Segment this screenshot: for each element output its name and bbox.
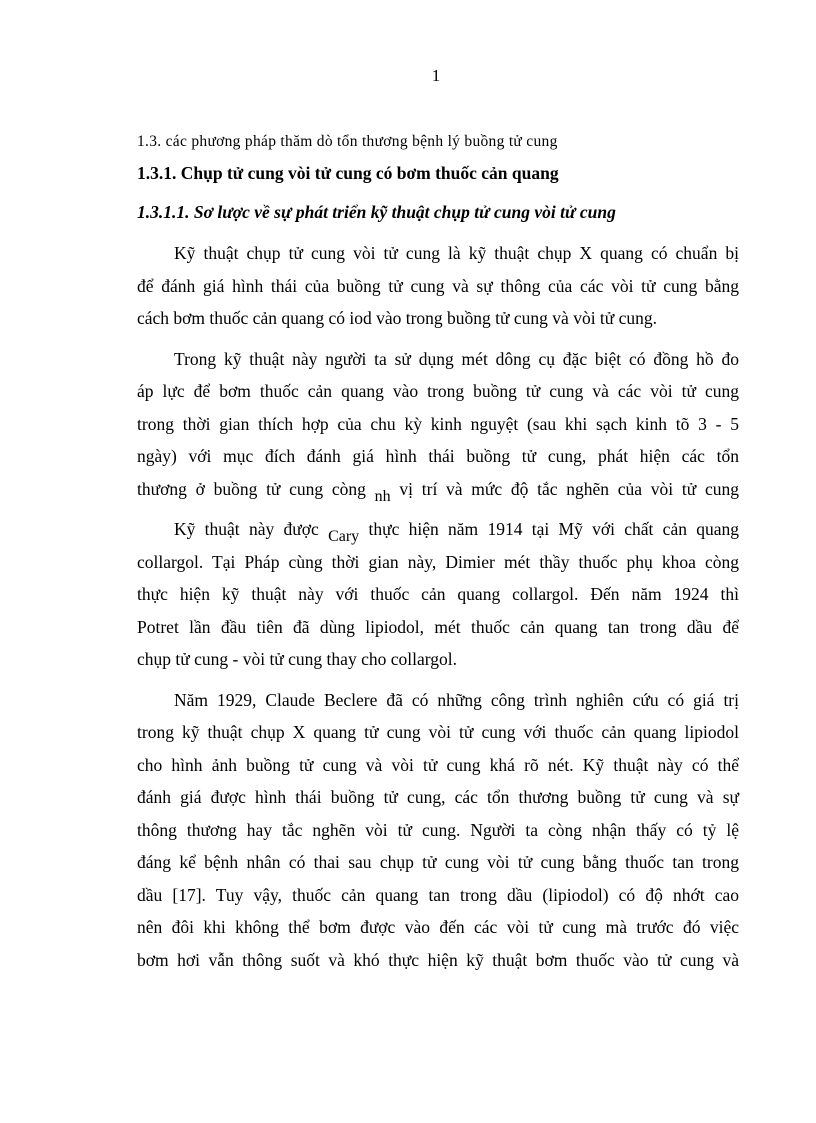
- paragraph-line: cách bơm thuốc cản quang có iod vào trong buồng tử cung và vòi tử cung.: [137, 308, 658, 328]
- paragraph-4: [137, 684, 739, 977]
- subsection-heading: 1.3.1. Chụp tử cung vòi tử cung có bơm thuốc cản quang: [137, 163, 559, 183]
- text-fragment: thương ở buồng tử cung còng: [137, 478, 366, 499]
- text-fragment: Kỹ thuật này được: [174, 519, 319, 539]
- paragraph-line: trong thời gian thích hợp của chu kỳ kinh nguyệt (sau khi sạch kinh tõ 3 - 5: [137, 413, 739, 434]
- paragraph-line: cho hình ảnh buồng tử cung và vòi tử cung khá rõ nét. Kỹ thuật này có thể: [137, 754, 739, 775]
- subscript-fragment: Cary: [328, 528, 360, 545]
- paragraph-2: [137, 343, 739, 506]
- paragraph-line: Potret lần đầu tiên đã dùng lipiodol, mét thuốc cản quang tan trong dầu để: [137, 616, 739, 637]
- paragraph-line: trong kỹ thuật chụp X quang tử cung vòi tử cung với thuốc cản quang lipiodol: [137, 722, 739, 742]
- paragraph-line: ngày) với mục đích đánh giá hình thái buồng tử cung, phát hiện các tổn: [137, 446, 739, 466]
- paragraph-3: [137, 513, 739, 676]
- paragraph-line: Kỹ thuật chụp tử cung vòi tử cung là kỹ thuật chụp X quang có chuẩn bị: [174, 243, 739, 263]
- paragraph-line: [137, 513, 739, 546]
- paragraph-line: Trong kỹ thuật này người ta sử dụng mét dông cụ đặc biệt có đồng hồ đo: [174, 348, 739, 369]
- paragraph-line: dầu [17]. Tuy vậy, thuốc cản quang tan trong dầu (lipiodol) có độ nhớt cao: [137, 884, 739, 905]
- section-heading: 1.3. các phương pháp thăm dò tổn thương bệnh lý buồng tử cung: [137, 133, 558, 150]
- page-content: [137, 130, 739, 976]
- text-fragment: thực hiện năm 1914 tại Mỹ với chất cản quang: [368, 519, 740, 539]
- subscript-fragment: nh: [374, 487, 391, 505]
- paragraph-line: thông thương hay tắc nghẽn vòi tử cung. Người ta còng nhận thấy có tỷ lệ: [137, 819, 739, 840]
- paragraph-line: collargol. Tại Pháp cùng thời gian này, Dimier mét thầy thuốc phụ khoa còng: [137, 551, 739, 572]
- paragraph-line: thực hiện kỹ thuật này với thuốc cản quang collargol. Đến năm 1924 thì: [137, 584, 739, 604]
- paragraph-line: bơm hơi vẫn thông suốt và khó thực hiện kỹ thuật bơm thuốc vào tử cung và: [137, 949, 739, 970]
- paragraph-line: Năm 1929, Claude Beclere đã có những công trình nghiên cứu có giá trị: [174, 689, 739, 710]
- subsubsection-heading: 1.3.1.1. Sơ lược về sự phát triển kỹ thuật chụp tử cung vòi tử cung: [137, 202, 616, 222]
- text-fragment: vị trí và mức độ tắc nghẽn của vòi tử cung: [399, 478, 740, 499]
- paragraph-line: nên đôi khi không thể bơm được vào đến các vòi tử cung mà trước đó việc: [137, 917, 739, 937]
- paragraph-line: áp lực để bơm thuốc cản quang vào trong buồng tử cung và các vòi tử cung: [137, 381, 739, 401]
- paragraph-line: [137, 473, 739, 506]
- paragraph-1: [137, 237, 739, 335]
- paragraph-line: đánh giá được hình thái buồng tử cung, các tổn thương buồng tử cung và sự: [137, 787, 739, 807]
- paragraph-line: để đánh giá hình thái của buồng tử cung và sự thông của các vòi tử cung bằng: [137, 275, 739, 296]
- paragraph-line: đáng kể bệnh nhân có thai sau chụp tử cung vòi tử cung bằng thuốc tan trong: [137, 852, 739, 872]
- paragraph-line: chụp tử cung - vòi tử cung thay cho collargol.: [137, 649, 457, 669]
- page-number: 1: [431, 66, 441, 85]
